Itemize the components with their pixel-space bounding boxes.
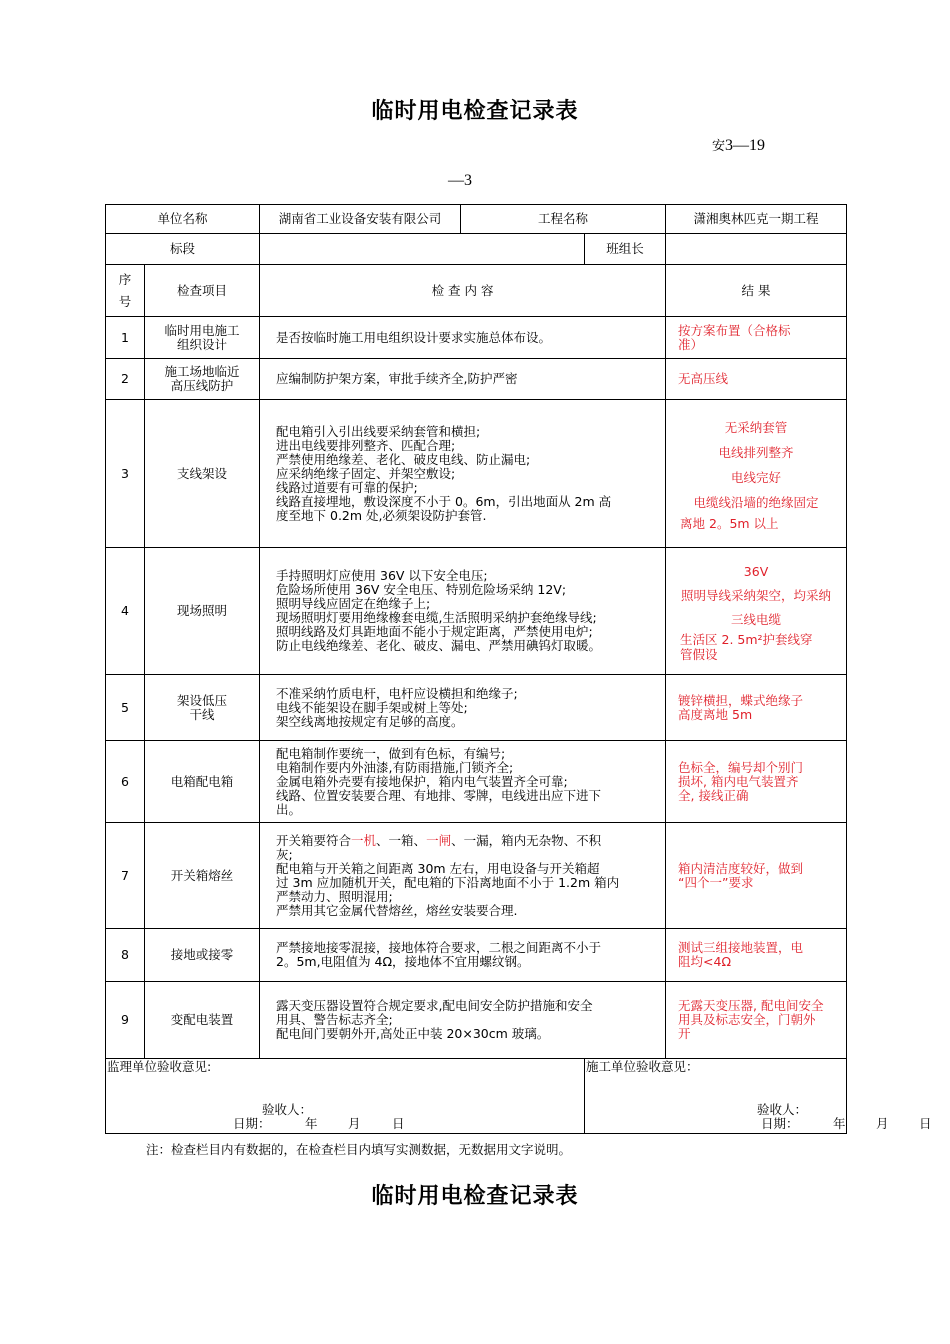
table-row — [106, 317, 847, 359]
content-line: 应编制防护架方案，审批手续齐全,防护严密 — [276, 371, 518, 386]
content-line: 照明线路及灯具距地面不能小于规定距离，严禁使用电炉; — [276, 624, 593, 639]
row-no: 8 — [106, 929, 145, 982]
table-row — [106, 359, 847, 400]
result-line: 开 — [678, 1026, 691, 1041]
result-line: 无露天变压器, 配电间安全 — [678, 998, 824, 1013]
content-seg: 开关箱要符合 — [276, 832, 352, 848]
result-line: 三线电缆 — [731, 612, 782, 627]
supervisor-signoff — [106, 1059, 585, 1134]
content-line: 手持照明灯应使用 36V 以下安全电压; — [276, 568, 488, 583]
unit-value: 湖南省工业设备安装有限公司 — [260, 205, 461, 234]
content-line: 用具、警告标志齐全; — [276, 1012, 393, 1027]
content-line: 严禁动力、照明混用; — [276, 888, 393, 904]
row-item: 接地或接零 — [145, 929, 260, 982]
table-row — [106, 823, 847, 929]
row-result — [666, 741, 847, 823]
col-no — [106, 265, 145, 317]
supervisor-date-month: 月 — [348, 1116, 361, 1131]
form-code-suffix: —3 — [448, 172, 472, 189]
contractor-date-label: 日期： — [761, 1116, 799, 1131]
table-row — [106, 929, 847, 982]
supervisor-date-label: 日期： — [233, 1116, 271, 1131]
result-line: 高度离地 5m — [678, 706, 753, 722]
result-line: 镀锌横担，蝶式绝缘子 — [678, 692, 804, 708]
result-line: 照明导线采纳架空，均采纳 — [681, 588, 832, 603]
row-content — [260, 982, 666, 1059]
result-line: 全, 接线正确 — [678, 787, 749, 803]
result-line: 生活区 2. 5m²护套线穿 — [680, 632, 813, 647]
row-content — [260, 548, 666, 675]
row-item: 支线架设 — [145, 400, 260, 548]
row-content — [260, 400, 666, 548]
row-content — [260, 823, 666, 929]
supervisor-signoff-title: 监理单位验收意见: — [107, 1059, 212, 1074]
content-line: 电箱制作要内外油漆,有防雨措施,门锁齐全; — [276, 759, 514, 775]
result-line: 按方案布置（合格标 — [678, 322, 791, 338]
content-line: 应采纳绝缘子固定、并架空敷设; — [276, 465, 456, 481]
row-result — [666, 317, 847, 359]
content-line: 照明导线应固定在绝缘子上; — [276, 596, 431, 611]
content-seg-highlight: 一闸 — [426, 832, 452, 848]
content-line: 防止电线绝缘差、老化、破皮、漏电、严禁用碘钨灯取暖。 — [276, 638, 602, 653]
row-item: 开关箱熔丝 — [145, 823, 260, 929]
row-item-line: 施工场地临近 — [164, 364, 240, 379]
section-label: 标段 — [106, 234, 260, 265]
result-line: 电线排列整齐 — [718, 444, 794, 460]
content-line: 电线不能架设在脚手架或树上等处; — [276, 699, 468, 715]
contractor-signoff — [585, 1059, 932, 1134]
row-item-line: 组织设计 — [177, 336, 228, 352]
supervisor-acceptor-label: 验收人： — [262, 1102, 313, 1117]
col-item: 检查项目 — [145, 265, 260, 317]
result-line: 准） — [678, 336, 704, 352]
content-line: 露天变压器设置符合规定要求,配电间安全防护措施和安全 — [276, 998, 593, 1013]
content-line: 金属电箱外壳要有接地保护，箱内电气装置齐全可靠; — [276, 773, 568, 789]
content-line: 出。 — [276, 801, 302, 817]
row-content — [260, 317, 666, 359]
col-content: 检 查 内 容 — [260, 265, 666, 317]
row-no: 6 — [106, 741, 145, 823]
leader-value[interactable] — [666, 234, 847, 265]
row-item-line: 临时用电施工 — [164, 322, 240, 338]
row-content — [260, 675, 666, 741]
contractor-date-month: 月 — [876, 1116, 889, 1131]
row-item: 现场照明 — [145, 548, 260, 675]
content-line: 严禁使用绝缘差、老化、破皮电线、防止漏电; — [276, 451, 531, 467]
row-no: 3 — [106, 400, 145, 548]
content-line — [276, 834, 653, 848]
footer-note: 注：检查栏目内有数据的，在检查栏目内填写实测数据，无数据用文字说明。 — [146, 1142, 572, 1157]
row-item — [145, 675, 260, 741]
result-line: 离地 2。5m 以上 — [680, 515, 779, 531]
section-value[interactable] — [260, 234, 585, 265]
row-item-line: 高压线防护 — [170, 378, 234, 393]
unit-label: 单位名称 — [106, 205, 260, 234]
row-item: 电箱配电箱 — [145, 741, 260, 823]
table-row — [106, 548, 847, 675]
col-no-2: 号 — [118, 293, 132, 309]
content-line: 现场照明灯要用绝缘橡套电缆,生活照明采纳护套绝缘导线; — [276, 610, 597, 625]
content-line: 灰; — [276, 846, 293, 862]
row-no: 2 — [106, 359, 145, 400]
supervisor-date-year: 年 — [305, 1116, 318, 1131]
result-line: 损坏, 箱内电气装置齐 — [678, 773, 799, 789]
next-page-title: 临时用电检查记录表 — [371, 1184, 579, 1209]
result-line: 电线完好 — [731, 469, 782, 485]
result-line: 测试三组接地装置，电 — [678, 940, 804, 955]
content-line: 配电箱引入引出线要采纳套管和横担; — [276, 423, 481, 439]
result-line: 无采纳套管 — [724, 419, 788, 435]
result-line: 管假设 — [680, 647, 718, 662]
result-line: 电缆线沿墙的绝缘固定 — [693, 494, 819, 510]
result-line: 箱内清洁度较好，做到 — [678, 860, 804, 876]
row-item-line: 架设低压 — [177, 692, 228, 708]
result-line: 36V — [743, 564, 769, 579]
row-no: 1 — [106, 317, 145, 359]
table-row — [106, 400, 847, 548]
table-row — [106, 741, 847, 823]
result-line: 用具及标志安全，门朝外 — [678, 1012, 816, 1027]
row-content — [260, 929, 666, 982]
row-item-line: 干线 — [189, 706, 215, 722]
content-line: 进出电线要排列整齐、匹配合理; — [276, 437, 456, 453]
row-result — [666, 823, 847, 929]
content-line: 线路过道要有可靠的保护; — [276, 479, 418, 495]
contractor-signoff-title: 施工单位验收意见： — [586, 1059, 699, 1074]
row-item: 变配电装置 — [145, 982, 260, 1059]
supervisor-date-day: 日 — [392, 1116, 405, 1131]
row-content — [260, 359, 666, 400]
content-line: 配电箱制作要统一，做到有色标，有编号; — [276, 745, 506, 761]
result-line: 无高压线 — [678, 371, 729, 386]
content-line: 线路、位置安装要合理、有地排、零牌，电线进出应下进下 — [276, 787, 602, 803]
row-result — [666, 400, 847, 548]
row-content — [260, 741, 666, 823]
project-value: 潇湘奥林匹克一期工程 — [666, 205, 847, 234]
content-seg: 、一箱、 — [376, 832, 427, 848]
col-no-1: 序 — [118, 271, 132, 287]
content-seg-highlight: 一机 — [351, 832, 377, 848]
contractor-date-day: 日 — [919, 1116, 932, 1131]
content-line: 是否按临时施工用电组织设计要求实施总体布设。 — [276, 329, 552, 345]
content-line: 配电间门要朝外开,高处正中装 20×30cm 玻璃。 — [276, 1026, 550, 1041]
row-no: 9 — [106, 982, 145, 1059]
result-line: 色标全，编号却个别门 — [678, 759, 804, 775]
table-row — [106, 982, 847, 1059]
content-seg: 、一漏，箱内无杂物、不积 — [451, 832, 602, 848]
content-line: 严禁接地接零混接，接地体符合要求，二根之间距离不小于 — [276, 940, 602, 955]
row-item — [145, 317, 260, 359]
row-no: 4 — [106, 548, 145, 675]
row-result — [666, 675, 847, 741]
form-code — [712, 135, 765, 155]
form-code-main: 3—19 — [725, 137, 766, 154]
row-no: 5 — [106, 675, 145, 741]
content-line: 危险场所使用 36V 安全电压、特别危险场采纳 12V; — [276, 582, 567, 597]
form-code-prefix: 安 — [712, 139, 726, 154]
project-label: 工程名称 — [461, 205, 666, 234]
contractor-date-year: 年 — [833, 1116, 846, 1131]
content-line: 度至地下 0.2m 处,必须架设防护套管. — [276, 507, 487, 523]
leader-label: 班组长 — [585, 234, 666, 265]
content-line: 不准采纳竹质电杆，电杆应设横担和绝缘子; — [276, 685, 518, 701]
page-title: 临时用电检查记录表 — [371, 99, 579, 124]
content-line: 2。5m,电阻值为 4Ω，接地体不宜用螺纹钢。 — [276, 954, 530, 969]
row-result — [666, 929, 847, 982]
content-line: 架空线离地按规定有足够的高度。 — [276, 713, 464, 729]
row-result — [666, 359, 847, 400]
row-result — [666, 548, 847, 675]
row-no: 7 — [106, 823, 145, 929]
content-line: 配电箱与开关箱之间距离 30m 左右，用电设备与开关箱超 — [276, 860, 600, 876]
content-line: 线路直接埋地，敷设深度不小于 0。6m，引出地面从 2m 高 — [276, 493, 612, 509]
table-row — [106, 675, 847, 741]
result-line: 阻均<4Ω — [678, 954, 732, 969]
content-line: 严禁用其它金属代替熔丝，熔丝安装要合理. — [276, 902, 518, 918]
col-result: 结 果 — [666, 265, 847, 317]
row-result — [666, 982, 847, 1059]
inspection-table — [105, 204, 932, 1134]
result-line: “四个一”要求 — [678, 874, 754, 890]
row-item — [145, 359, 260, 400]
content-line: 过 3m 应加随机开关，配电箱的下沿离地面不小于 1.2m 箱内 — [276, 874, 620, 890]
contractor-acceptor-label: 验收人： — [757, 1102, 808, 1117]
